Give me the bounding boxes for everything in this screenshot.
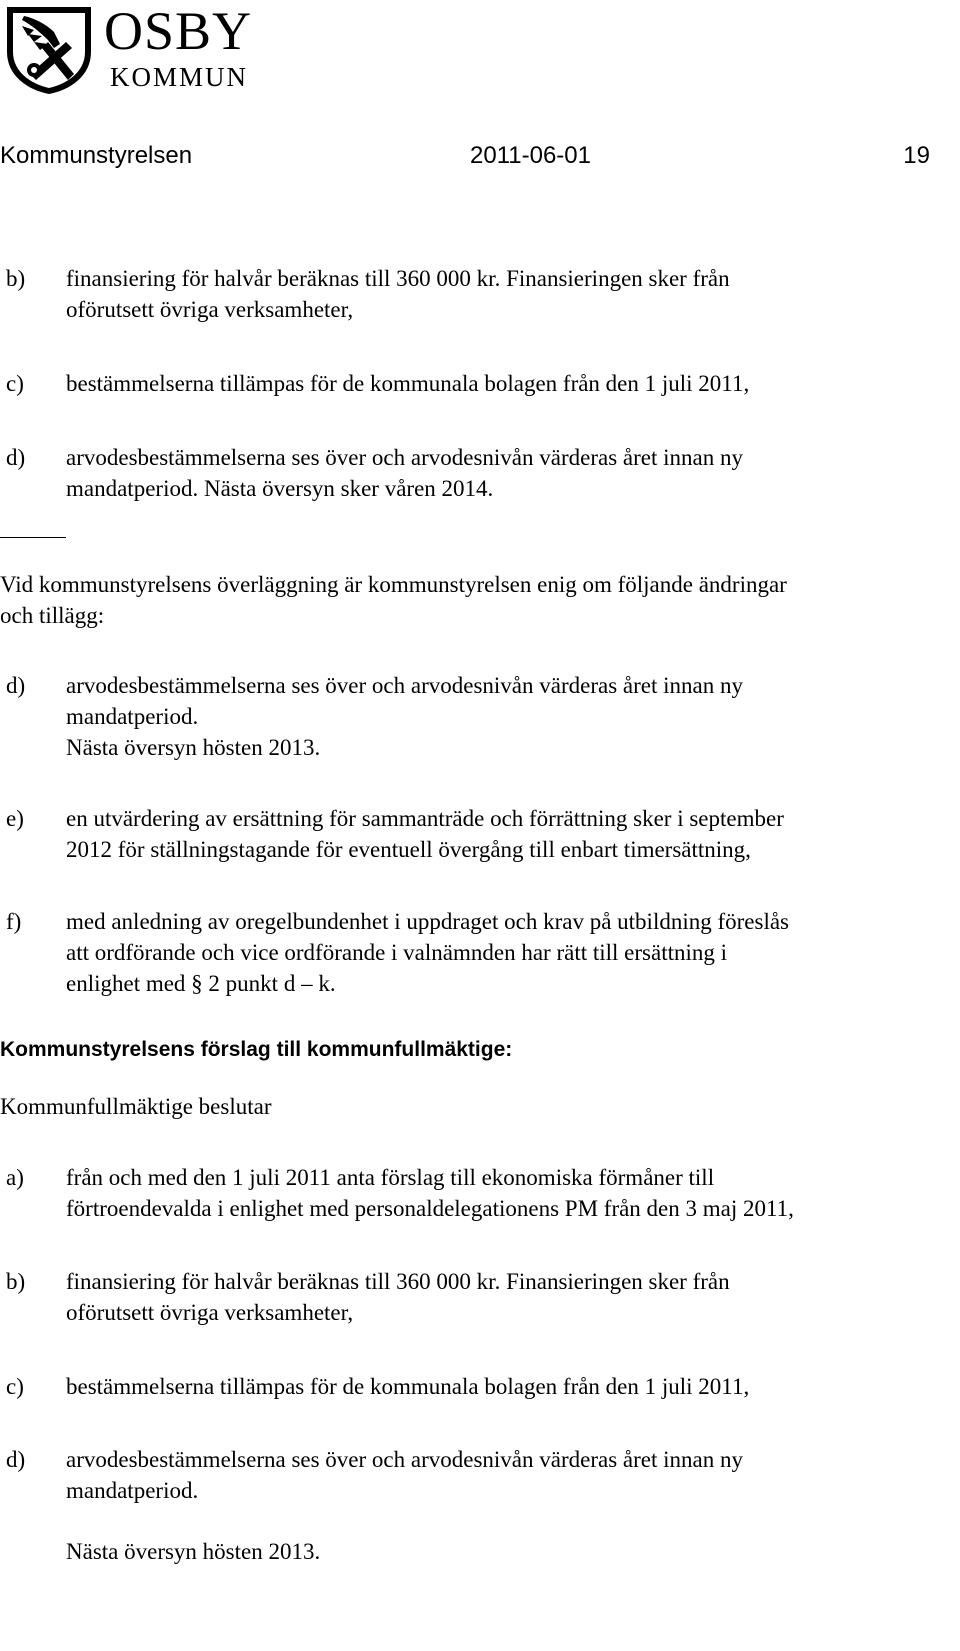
list-item-text: finansiering för halvår beräknas till 360 000 kr. Finansieringen sker från — [66, 266, 730, 291]
list-item-text: oförutsett övriga verksamheter, — [66, 1300, 354, 1325]
header-organization: Kommunstyrelsen — [0, 142, 193, 169]
deliberation-text: Vid kommunstyrelsens överläggning är kommunstyrelsen enig om följande ändringar — [0, 572, 787, 597]
list-item-text: arvodesbestämmelserna ses över och arvodesnivån värderas året innan ny — [66, 445, 743, 470]
list-item-label: c) — [6, 371, 24, 396]
list-item-text: mandatperiod. Nästa översyn sker våren 2014. — [66, 476, 494, 501]
list-item-text: förtroendevalda i enlighet med personaldelegationens PM från den 3 maj 2011, — [66, 1196, 794, 1221]
header-page-number: 19 — [903, 142, 930, 169]
deliberation-text: och tillägg: — [0, 603, 105, 628]
coat-of-arms-icon — [4, 4, 94, 96]
list-item-text: arvodesbestämmelserna ses över och arvodesnivån värderas året innan ny — [66, 673, 743, 698]
list-item-text: bestämmelserna tillämpas för de kommunala bolagen från den 1 juli 2011, — [66, 371, 750, 396]
list-item-label: b) — [6, 1269, 26, 1294]
section-divider — [0, 537, 66, 538]
list-item-text: enlighet med § 2 punkt d – k. — [66, 971, 336, 996]
logo-subtitle: KOMMUN — [110, 62, 249, 92]
list-item-text: Nästa översyn hösten 2013. — [66, 735, 321, 760]
list-item-label: b) — [6, 266, 26, 291]
list-item-label: f) — [6, 909, 22, 934]
list-item-label: a) — [6, 1165, 24, 1190]
list-item-label: d) — [6, 1447, 26, 1472]
list-item-text: bestämmelserna tillämpas för de kommunala bolagen från den 1 juli 2011, — [66, 1374, 750, 1399]
list-item-text: arvodesbestämmelserna ses över och arvodesnivån värderas året innan ny — [66, 1447, 743, 1472]
logo-title: OSBY — [104, 1, 253, 61]
list-item-text: mandatperiod. — [66, 1478, 199, 1503]
list-item-label: d) — [6, 445, 26, 470]
list-item-text: finansiering för halvår beräknas till 360 000 kr. Finansieringen sker från — [66, 1269, 730, 1294]
proposal-intro: Kommunfullmäktige beslutar — [0, 1094, 272, 1119]
list-item-text: med anledning av oregelbundenhet i uppdraget och krav på utbildning föreslås — [66, 909, 790, 934]
list-item-text: 2012 för ställningstagande för eventuell övergång till enbart timersättning, — [66, 837, 751, 862]
list-item-text: oförutsett övriga verksamheter, — [66, 297, 354, 322]
list-item-text: från och med den 1 juli 2011 anta förslag till ekonomiska förmåner till — [66, 1165, 715, 1190]
header-date: 2011-06-01 — [470, 142, 591, 169]
list-item-label: e) — [6, 806, 24, 831]
list-item-text: Nästa översyn hösten 2013. — [66, 1539, 321, 1564]
list-item-text: mandatperiod. — [66, 704, 199, 729]
list-item-text: en utvärdering av ersättning för sammanträde och förrättning sker i september — [66, 806, 784, 831]
osby-kommun-logo — [4, 1, 274, 96]
page-header — [0, 138, 930, 174]
list-item-label: d) — [6, 673, 26, 698]
section-heading: Kommunstyrelsens förslag till kommunfullmäktige: — [0, 1038, 513, 1061]
list-item-text: att ordförande och vice ordförande i valnämnden har rätt till ersättning i — [66, 940, 728, 965]
list-item-label: c) — [6, 1374, 24, 1399]
